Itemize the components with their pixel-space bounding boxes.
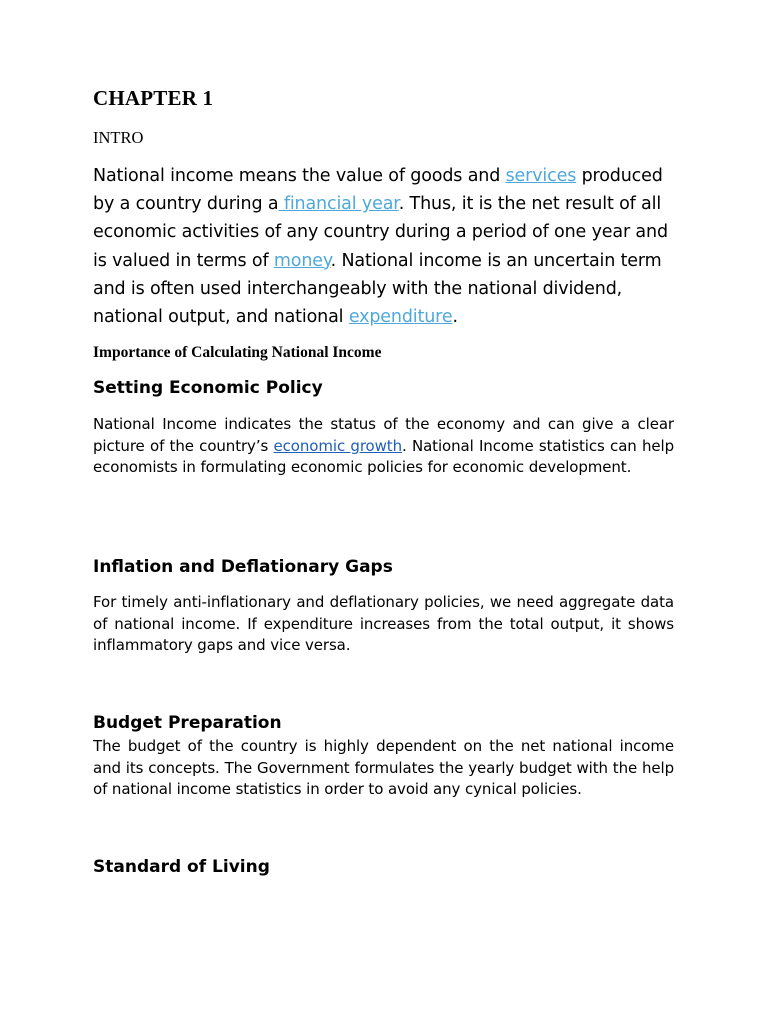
lead-text-1: National income means the value of goods and	[93, 166, 506, 186]
section-body-inflation-gaps: For timely anti-inflationary and deflationary policies, we need aggregate data of national income. If expenditure increases from the total output, it shows inflammatory gaps and vice versa.	[93, 593, 674, 655]
economic-growth-link[interactable]: economic growth	[273, 436, 402, 455]
money-link[interactable]: money	[273, 250, 331, 271]
lead-text-4: . National income is an uncertain term and is often used interchangeably with the national dividend, national output, and national	[93, 250, 662, 328]
section-text: . National Income statistics can help economists in formulating economic policies for economic development.	[93, 436, 675, 477]
lead-text-5: .	[452, 307, 458, 328]
importance-heading: Importance of Calculating National Income	[93, 344, 382, 361]
section-heading-economic-policy: Setting Economic Policy	[93, 378, 323, 398]
financial-year-link[interactable]: financial year	[278, 194, 399, 215]
section-heading-inflation-gaps: Inflation and Deflationary Gaps	[93, 557, 393, 577]
section-body-budget-preparation: The budget of the country is highly dependent on the net national income and its concepts. The Government formulates the yearly budget with the help of national income statistics in order to avoid any cynical policies.	[93, 737, 674, 799]
expenditure-link[interactable]: expenditure	[348, 307, 453, 328]
services-link[interactable]: services	[505, 166, 577, 186]
lead-text-2: produced by a country during a	[93, 166, 663, 215]
lead-paragraph	[93, 162, 674, 331]
lead-text-3: . Thus, it is the net result of all economic activities of any country during a period of one year and is valued in terms of	[93, 194, 668, 271]
section-heading-standard-of-living: Standard of Living	[93, 857, 270, 877]
section-body-economic-policy	[93, 414, 674, 479]
chapter-title: CHAPTER 1	[93, 86, 214, 110]
section-text: National Income indicates the status of the economy and can give a clear picture of the country’s	[93, 415, 674, 455]
section-heading-budget-preparation: Budget Preparation	[93, 713, 282, 733]
intro-label: INTRO	[93, 128, 144, 147]
